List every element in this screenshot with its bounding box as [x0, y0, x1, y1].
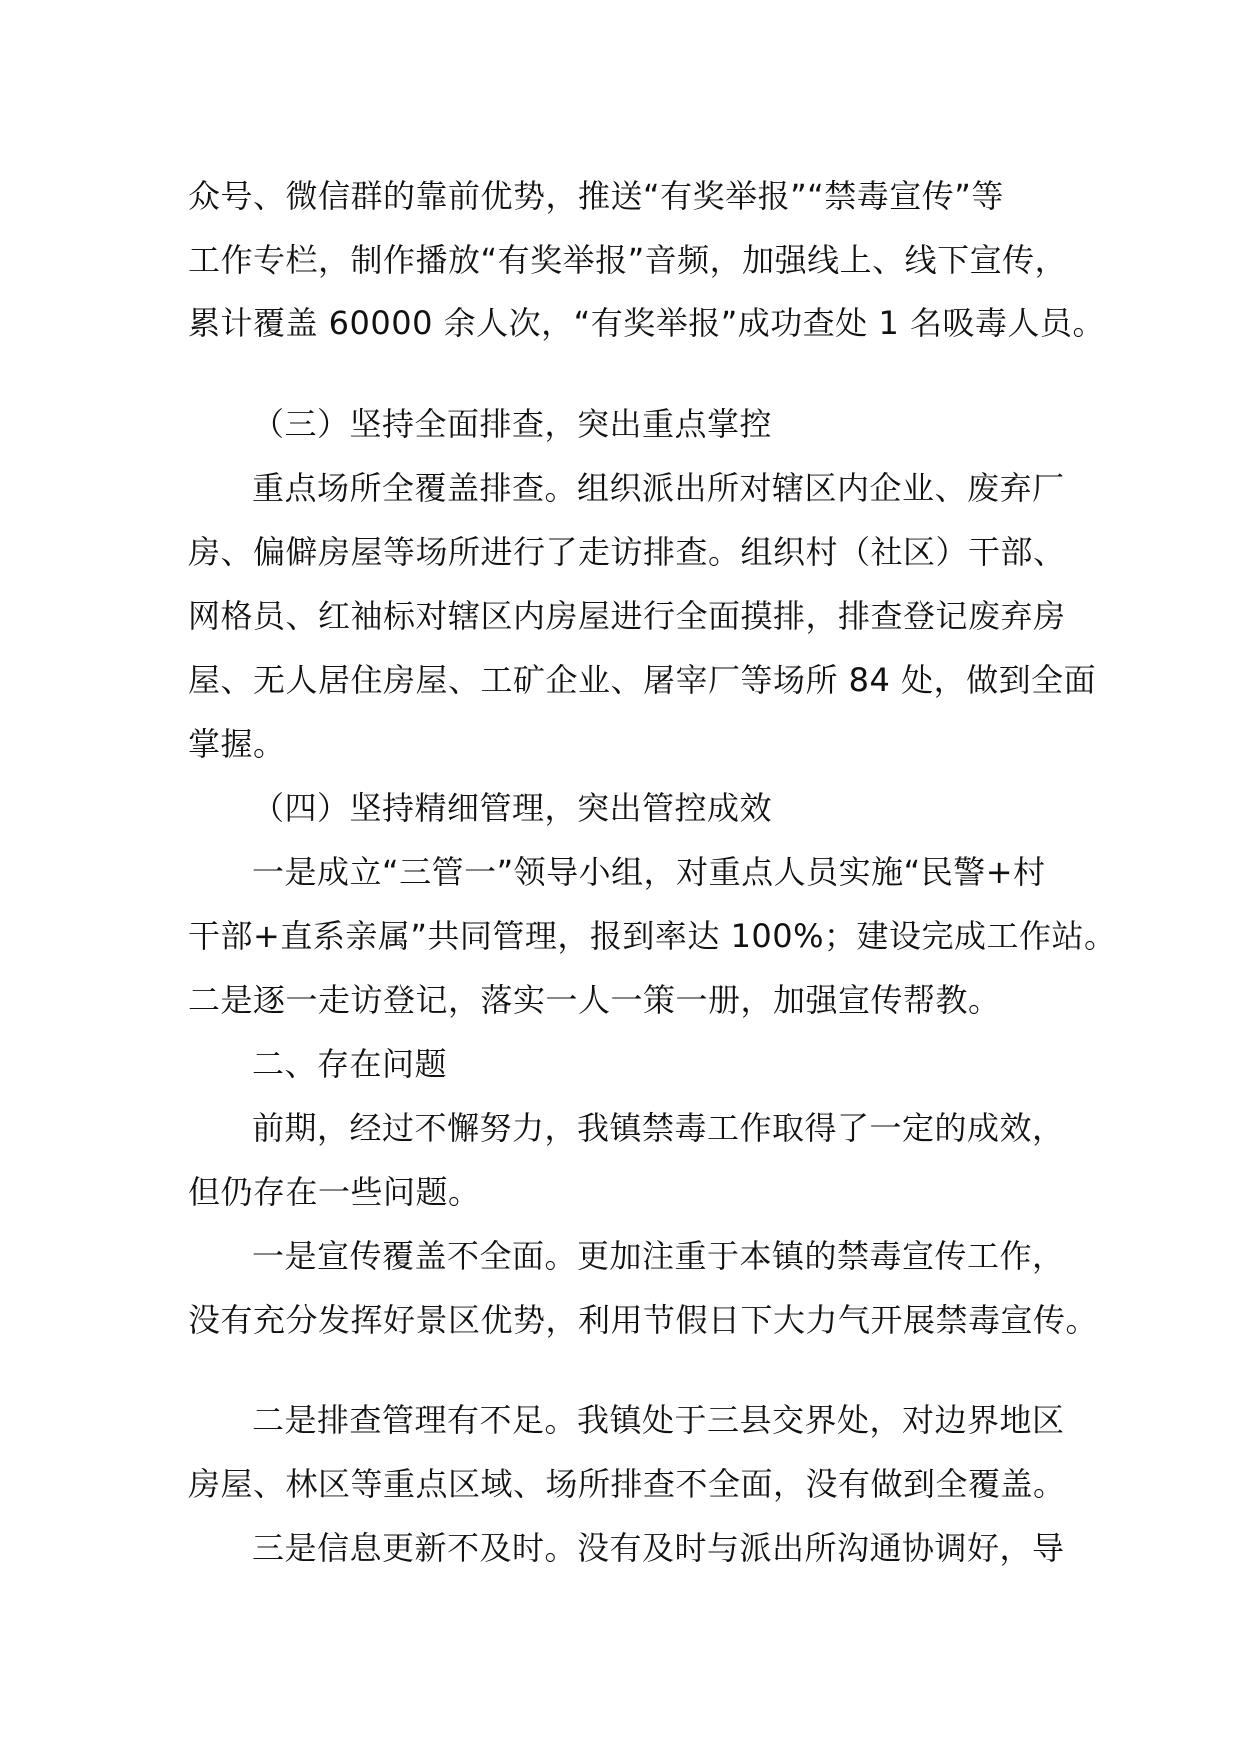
paragraph-line: 重点场所全覆盖排查。组织派出所对辖区内企业、废弃厂: [252, 469, 1065, 507]
paragraph-line: 干部+直系亲属”共同管理，报到率达 100%；建设完成工作站。: [188, 917, 1117, 955]
paragraph-line: 二是排查管理有不足。我镇处于三县交界处，对边界地区: [252, 1401, 1065, 1439]
paragraph-line: 三是信息更新不及时。没有及时与派出所沟通协调好，导: [252, 1529, 1065, 1567]
section-heading: （三）坚持全面排查，突出重点掌控: [252, 405, 773, 443]
paragraph-line: 工作专栏，制作播放“有奖举报”音频，加强线上、线下宣传，: [188, 241, 1068, 279]
paragraph-line: 但仍存在一些问题。: [188, 1173, 481, 1211]
paragraph-line: 屋、无人居住房屋、工矿企业、屠宰厂等场所 84 处，做到全面: [188, 661, 1097, 699]
section-heading: （四）坚持精细管理，突出管控成效: [252, 789, 773, 827]
paragraph-line: 掌握。: [188, 725, 286, 763]
paragraph-line: 二是逐一走访登记，落实一人一策一册，加强宣传帮教。: [188, 981, 1001, 1019]
section-heading: 二、存在问题: [252, 1045, 448, 1083]
paragraph-line: 众号、微信群的靠前优势，推送“有奖举报”“禁毒宣传”等: [188, 177, 1004, 215]
paragraph-line: 一是成立“三管一”领导小组，对重点人员实施“民警+村: [252, 853, 1046, 891]
paragraph-line: 累计覆盖 60000 余人次，“有奖举报”成功查处 1 名吸毒人员。: [188, 304, 1106, 342]
paragraph-line: 没有充分发挥好景区优势，利用节假日下大力气开展禁毒宣传。: [188, 1301, 1099, 1339]
paragraph-line: 前期，经过不懈努力，我镇禁毒工作取得了一定的成效，: [252, 1109, 1065, 1147]
paragraph-line: 房、偏僻房屋等场所进行了走访排查。组织村（社区）干部、: [188, 533, 1066, 571]
paragraph-line: 一是宣传覆盖不全面。更加注重于本镇的禁毒宣传工作，: [252, 1237, 1065, 1275]
paragraph-line: 网格员、红袖标对辖区内房屋进行全面摸排，排查登记废弃房: [188, 597, 1066, 635]
paragraph-line: 房屋、林区等重点区域、场所排查不全面，没有做到全覆盖。: [188, 1465, 1066, 1503]
